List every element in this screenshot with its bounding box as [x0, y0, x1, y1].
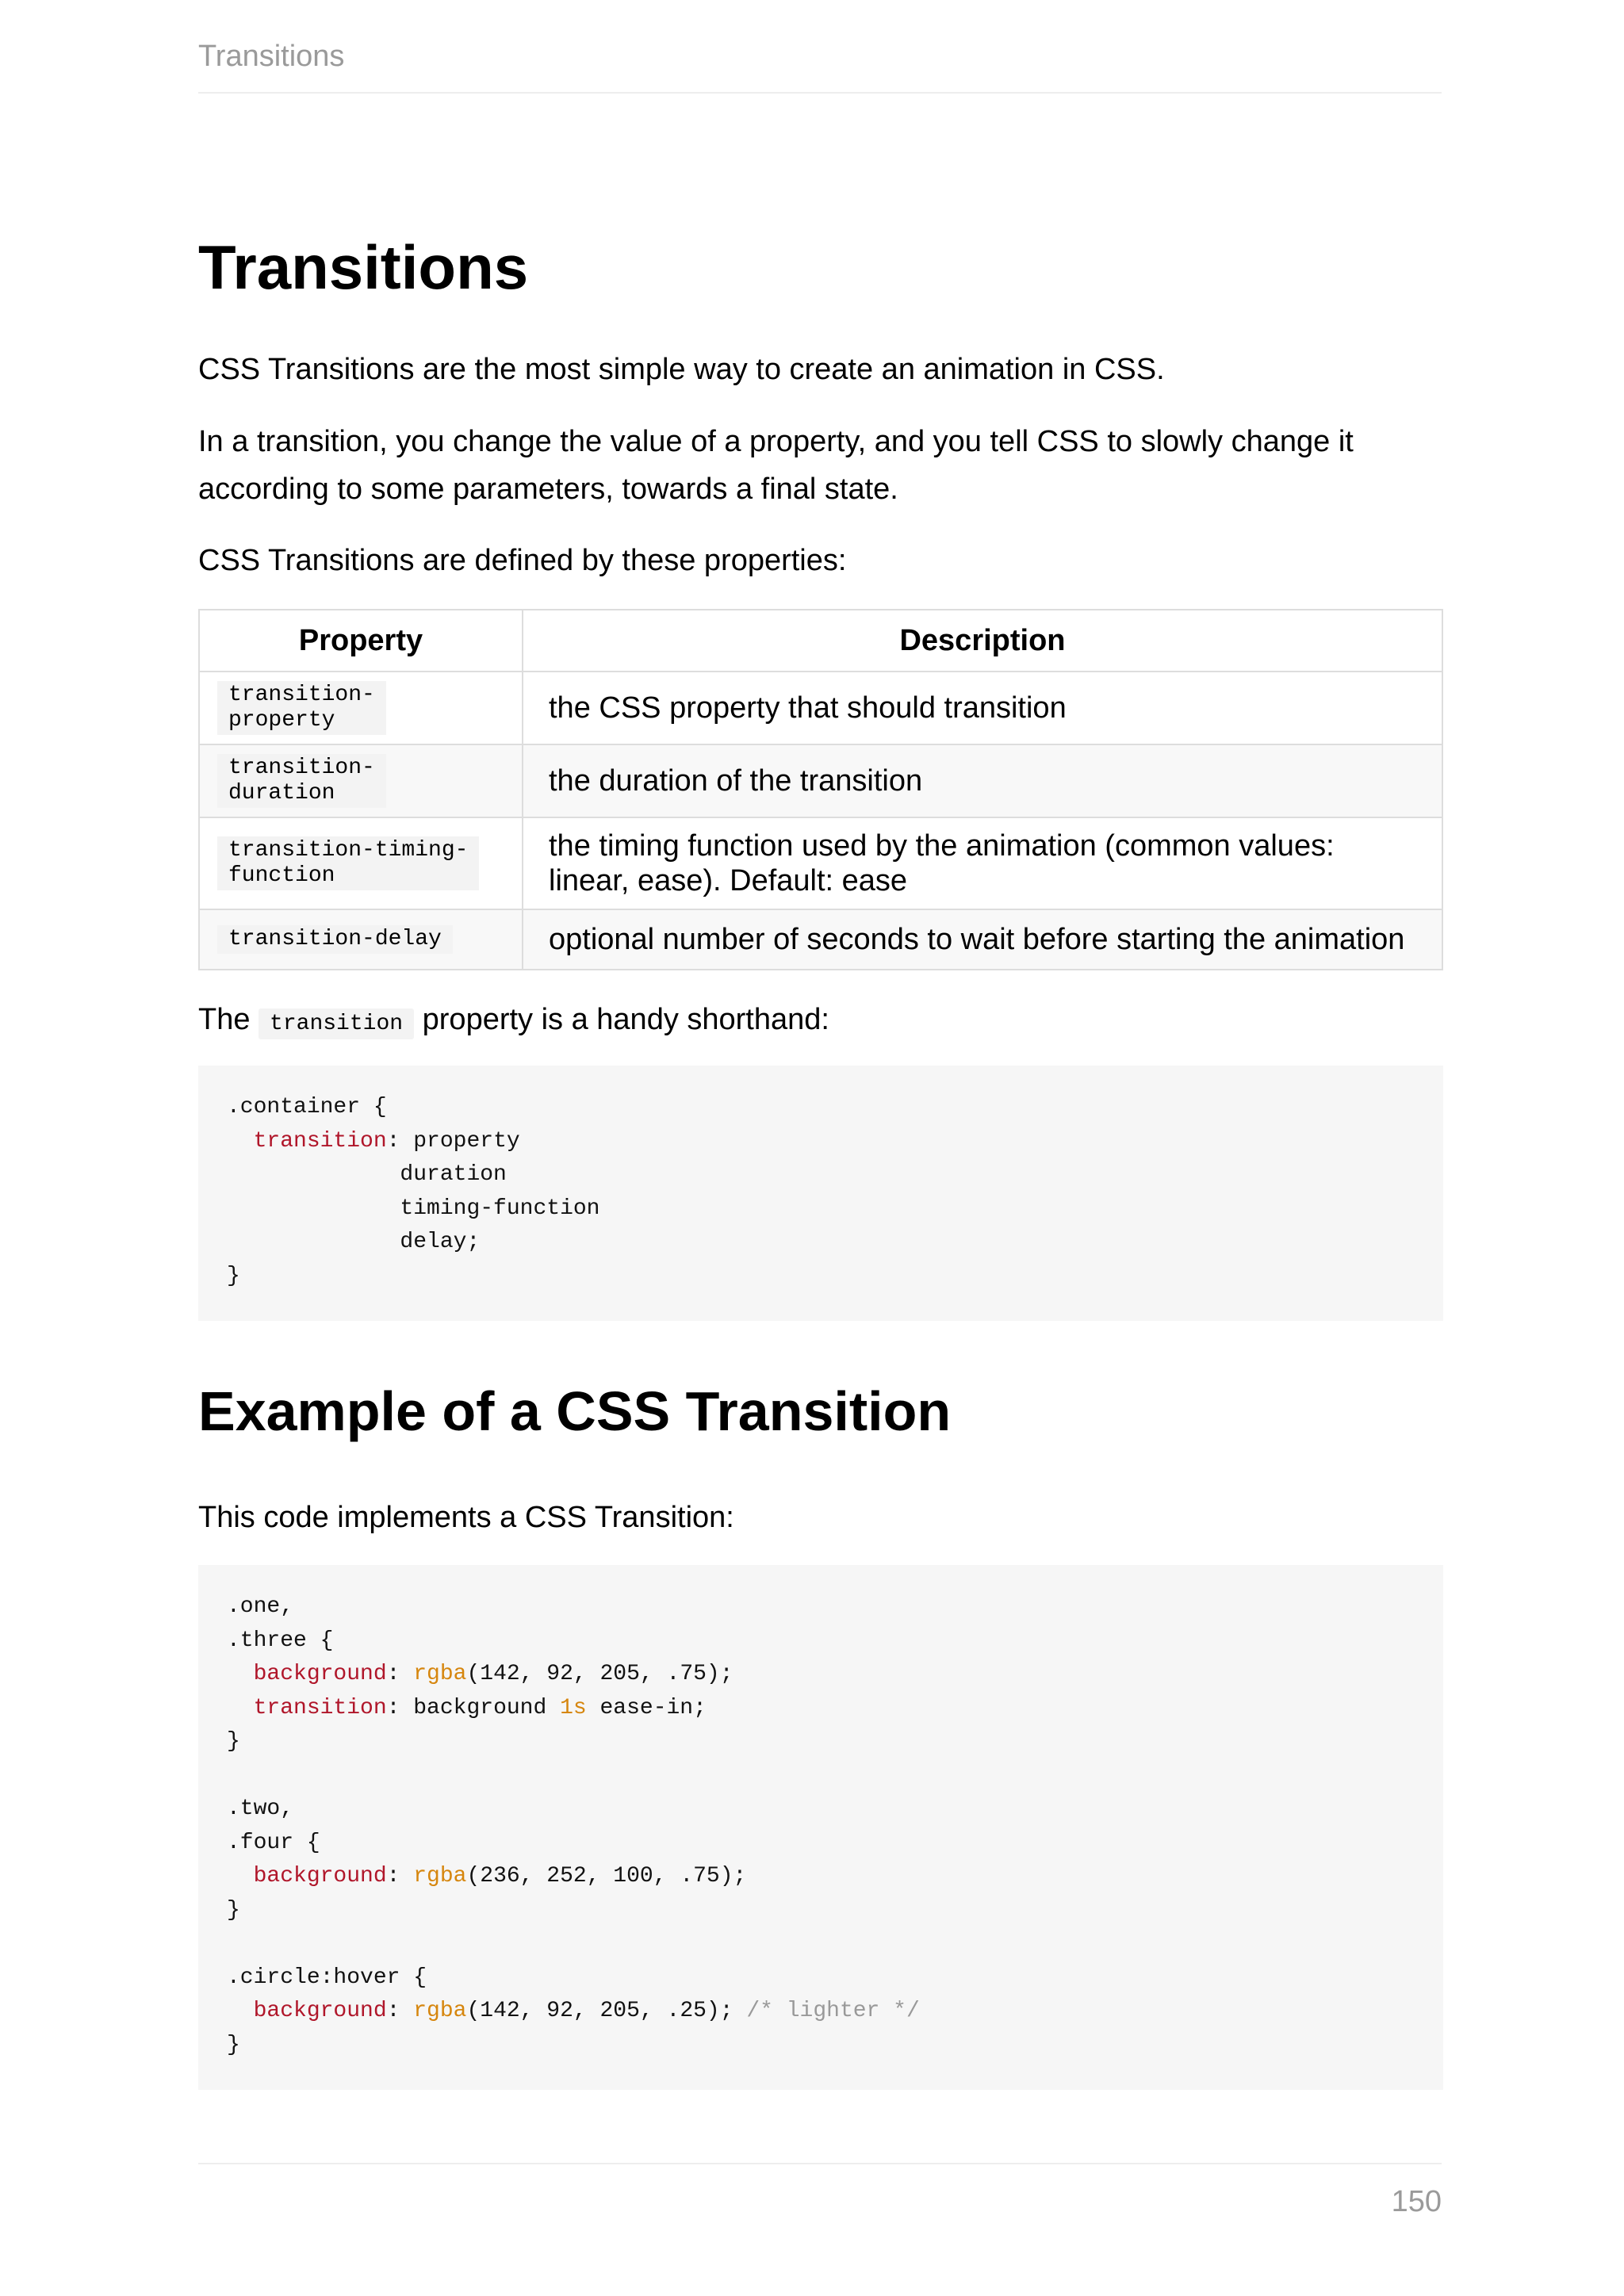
section-title: Example of a CSS Transition: [198, 1380, 952, 1442]
shorthand-text-before: The: [198, 1003, 251, 1036]
property-cell: [199, 909, 523, 970]
property-cell: [199, 672, 523, 744]
property-code: transition-timing- function: [217, 836, 479, 890]
example-intro: This code implements a CSS Transition:: [198, 1501, 734, 1534]
footer-divider: [198, 2163, 1442, 2164]
table-row: [199, 909, 1442, 970]
description-cell: the CSS property that should transition: [523, 672, 1442, 744]
properties-table: [198, 609, 1443, 970]
page-number: 150: [1391, 2185, 1442, 2218]
intro-paragraph-3: CSS Transitions are defined by these properties:: [198, 544, 847, 577]
shorthand-text-after: property is a handy shorthand:: [422, 1003, 829, 1036]
property-cell: [199, 817, 523, 909]
table-row: [199, 672, 1442, 744]
table-header-row: [199, 610, 1442, 672]
description-cell: the duration of the transition: [523, 744, 1442, 817]
running-header: [198, 35, 1442, 94]
property-code: transition- property: [217, 681, 386, 735]
property-code: transition-delay: [217, 925, 453, 954]
page-title: Transitions: [198, 232, 529, 302]
table-row: [199, 817, 1442, 909]
column-header-property: Property: [199, 610, 523, 672]
code-block-example: .one, .three { background: rgba(142, 92, 205, .75); transition: background 1s ease-in; } .two, .four { background: rgba(236, 252, 100, .75); } .circle:hover { background: rgba(142, 92, 205, .25); /* lighter */ }: [198, 1565, 1443, 2090]
property-cell: [199, 744, 523, 817]
code-block-shorthand: .container { transition: property duration timing-function delay; }: [198, 1066, 1443, 1321]
description-cell: optional number of seconds to wait before starting the animation: [523, 909, 1442, 970]
table-row: [199, 744, 1442, 817]
description-cell: the timing function used by the animation (common values: linear, ease). Default: ease: [523, 817, 1442, 909]
intro-paragraph-1: CSS Transitions are the most simple way to create an animation in CSS.: [198, 353, 1165, 386]
shorthand-paragraph: [198, 996, 1442, 1048]
running-title: Transitions: [198, 40, 345, 73]
property-code: transition- duration: [217, 754, 386, 808]
inline-code-transition: transition: [259, 1008, 414, 1039]
column-header-description: Description: [523, 610, 1442, 672]
intro-paragraph-2: In a transition, you change the value of a property, and you tell CSS to slowly change it according to some parameters, towards a final state.: [198, 425, 1354, 506]
